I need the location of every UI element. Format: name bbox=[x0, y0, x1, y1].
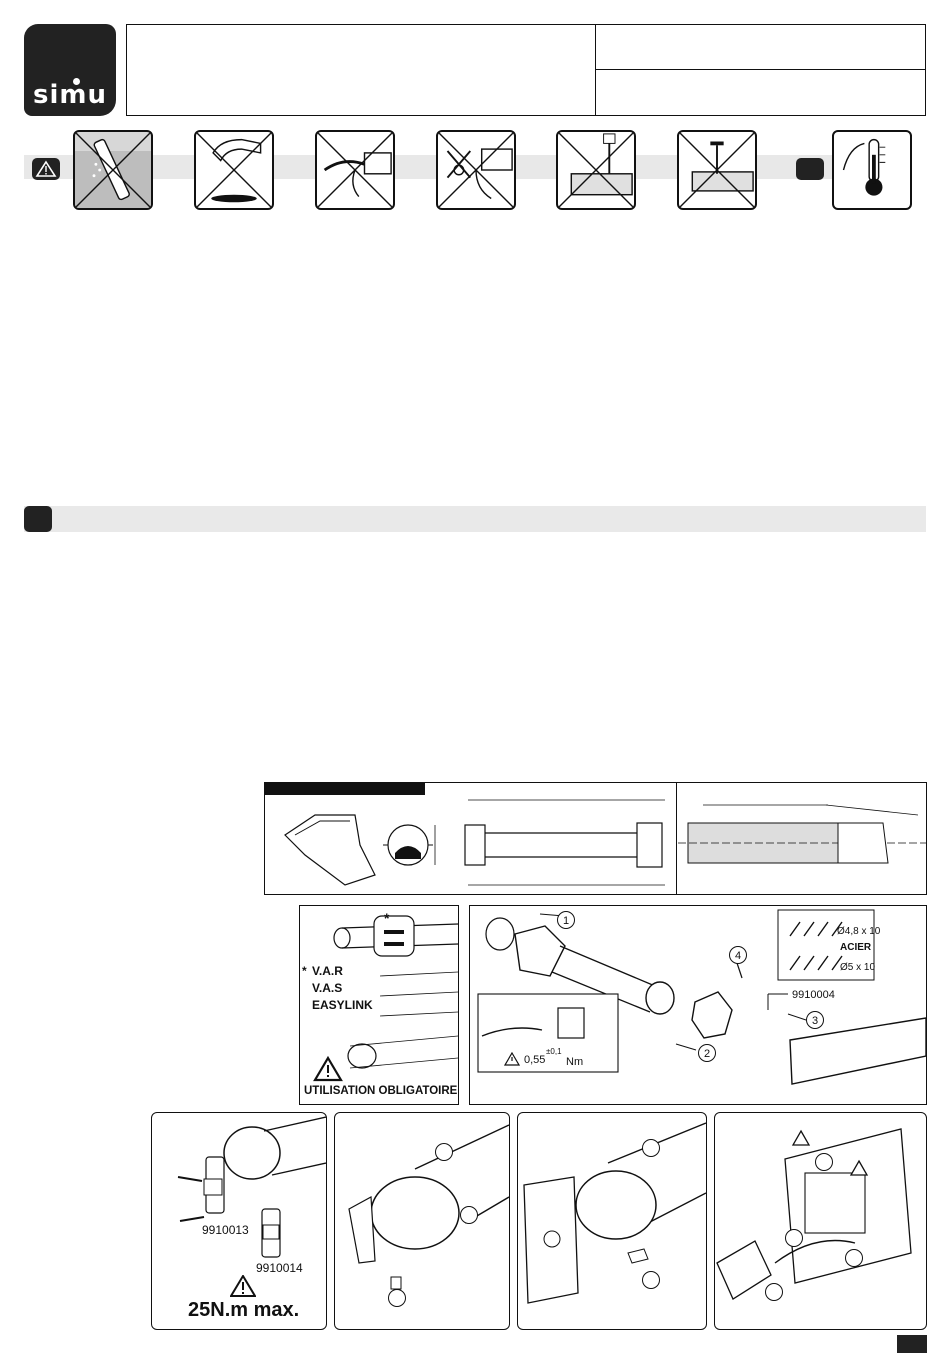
cable-connection-panel bbox=[714, 1112, 927, 1330]
warning-triangle-icon bbox=[230, 1275, 256, 1297]
step-marker bbox=[845, 1249, 863, 1267]
step-1-marker: 1 bbox=[557, 911, 575, 929]
pin-bracket-panel bbox=[334, 1112, 510, 1330]
step-marker bbox=[785, 1229, 803, 1247]
step-4-marker: 4 bbox=[729, 946, 747, 964]
header-divider-horizontal bbox=[595, 69, 925, 70]
step-marker bbox=[765, 1283, 783, 1301]
torque-value: 0,55 bbox=[524, 1054, 546, 1066]
no-drop-icon bbox=[194, 130, 274, 210]
no-drill-icon bbox=[556, 130, 636, 210]
header-frame bbox=[126, 24, 926, 116]
no-hook-cable-icon bbox=[315, 130, 395, 210]
logo-text: simu bbox=[33, 80, 107, 110]
screw-spec-2: Ø5 x 10 bbox=[840, 962, 876, 973]
part-number-9910014: 9910014 bbox=[256, 1261, 303, 1275]
motor-dimension-drawing bbox=[265, 795, 675, 895]
profile-compatibility-panel bbox=[299, 905, 459, 1105]
step-marker bbox=[642, 1271, 660, 1289]
pin-bracket-drawing bbox=[335, 1113, 509, 1329]
warning-triangle-icon bbox=[32, 158, 60, 180]
section-badge bbox=[24, 506, 52, 532]
plate-bracket-drawing bbox=[518, 1113, 706, 1329]
screw-material: ACIER bbox=[840, 942, 872, 953]
cable-connection-drawing bbox=[715, 1113, 926, 1329]
tube-dimension-drawing bbox=[678, 795, 926, 895]
brand-logo bbox=[24, 24, 116, 116]
no-screw-icon bbox=[677, 130, 757, 210]
step-marker bbox=[435, 1143, 453, 1161]
torque-unit: Nm bbox=[566, 1056, 584, 1068]
step-marker bbox=[460, 1206, 478, 1224]
temperature-icon bbox=[832, 130, 912, 210]
profile-var: V.A.R bbox=[312, 964, 343, 978]
warning-triangle-icon bbox=[313, 1056, 343, 1082]
header-divider-vertical bbox=[595, 25, 596, 115]
section-bar bbox=[24, 506, 926, 532]
assembly-panel bbox=[469, 905, 927, 1105]
screw-spec-1: Ø4,8 x 10 bbox=[837, 926, 881, 937]
part-number-9910004: 9910004 bbox=[792, 989, 835, 1001]
torque-tolerance: ±0,1 bbox=[546, 1047, 562, 1056]
step-marker bbox=[388, 1289, 406, 1307]
warning-triangle-icon bbox=[504, 1052, 520, 1066]
mandatory-use-text: UTILISATION OBLIGATOIRE bbox=[304, 1085, 458, 1097]
profile-easylink: EASYLINK bbox=[312, 998, 373, 1012]
dimensions-header-bar bbox=[265, 783, 425, 795]
step-marker bbox=[642, 1139, 660, 1157]
dimensions-divider bbox=[676, 783, 677, 894]
max-torque-text: 25N.m max. bbox=[188, 1299, 300, 1321]
no-cut-cable-icon bbox=[436, 130, 516, 210]
part-number-9910013: 9910013 bbox=[202, 1223, 249, 1237]
compat-star: * bbox=[384, 910, 390, 926]
info-badge bbox=[796, 158, 824, 180]
no-immersion-icon bbox=[73, 130, 153, 210]
plate-bracket-panel bbox=[517, 1112, 707, 1330]
step-marker bbox=[815, 1153, 833, 1171]
step-3-marker: 3 bbox=[806, 1011, 824, 1029]
page-number-box bbox=[897, 1335, 927, 1353]
dimensions-panel bbox=[264, 782, 927, 895]
bracket-mount-panel bbox=[151, 1112, 327, 1330]
step-2-marker: 2 bbox=[698, 1044, 716, 1062]
compat-star-mark: * bbox=[302, 964, 307, 978]
profile-vas: V.A.S bbox=[312, 981, 343, 995]
